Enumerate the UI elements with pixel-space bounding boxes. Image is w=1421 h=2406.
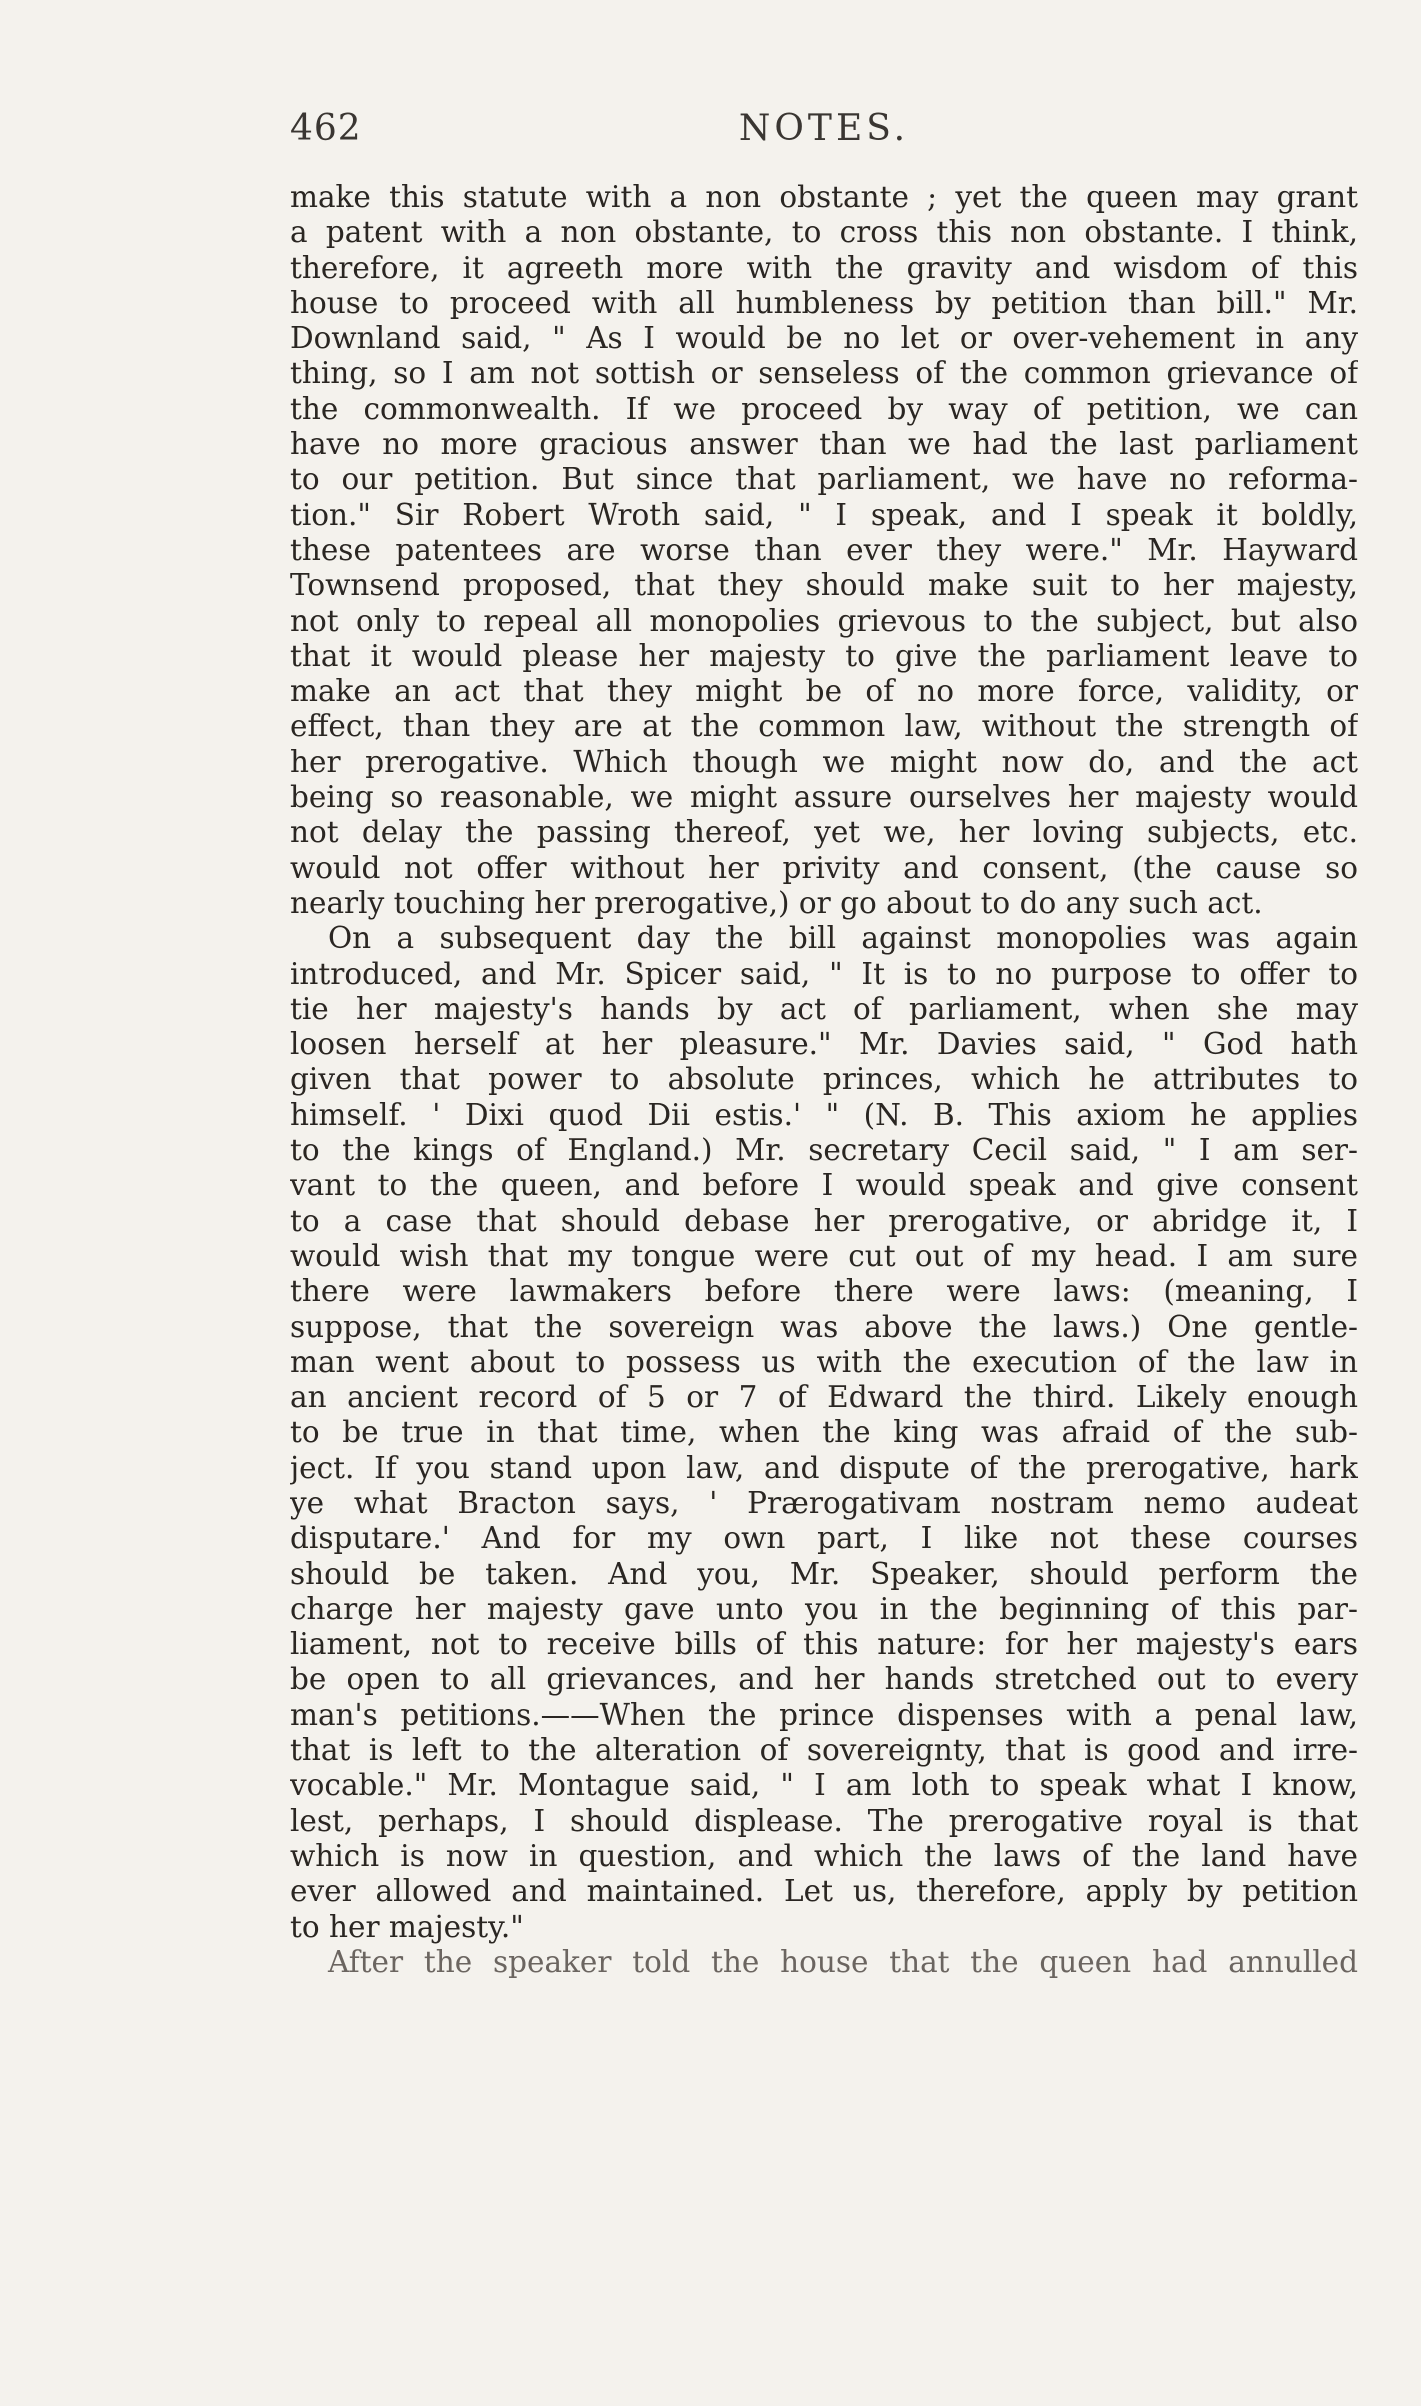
text-line: would wish that my tongue were cut out of my head. I am sure — [290, 1238, 1358, 1273]
text-line: liament, not to receive bills of this nature: for her majesty's ears — [290, 1627, 1358, 1662]
text-line: tie her majesty's hands by act of parliament, when she may — [290, 991, 1358, 1026]
text-line: which is now in question, and which the laws of the land have — [290, 1838, 1358, 1873]
text-line: Downland said, " As I would be no let or over-vehement in any — [290, 321, 1358, 356]
text-line: being so reasonable, we might assure ourselves her majesty would — [290, 780, 1358, 815]
text-line: should be taken. And you, Mr. Speaker, should perform the — [290, 1556, 1358, 1591]
text-line: lest, perhaps, I should displease. The prerogative royal is that — [290, 1803, 1358, 1838]
text-line: to our petition. But since that parliament, we have no reforma- — [290, 462, 1358, 497]
text-line: would not offer without her privity and consent, (the cause so — [290, 850, 1358, 885]
text-line: loosen herself at her pleasure." Mr. Davies said, " God hath — [290, 1027, 1358, 1062]
text-line: make this statute with a non obstante ; yet the queen may grant — [290, 180, 1358, 214]
text-line: disputare.' And for my own part, I like not these courses — [290, 1521, 1358, 1556]
text-line: given that power to absolute princes, which he attributes to — [290, 1062, 1358, 1097]
text-line: a patent with a non obstante, to cross this non obstante. I think, — [290, 215, 1358, 250]
text-line: therefore, it agreeth more with the gravity and wisdom of this — [290, 250, 1358, 285]
page-header — [290, 108, 1358, 158]
text-line: charge her majesty gave unto you in the beginning of this par- — [290, 1591, 1358, 1626]
text-line: have no more gracious answer than we had the last parliament — [290, 427, 1358, 462]
text-line: to be true in that time, when the king was afraid of the sub- — [290, 1415, 1358, 1450]
paragraph-start-line: On a subsequent day the bill against monopolies was again — [328, 921, 1358, 956]
text-line: himself. ' Dixi quod Dii estis.' " (N. B. This axiom he applies — [290, 1097, 1358, 1132]
text-line: that is left to the alteration of sovereignty, that is good and irre- — [290, 1733, 1358, 1768]
text-line: ever allowed and maintained. Let us, therefore, apply by petition — [290, 1874, 1358, 1909]
body-text — [290, 180, 1358, 1980]
text-line: vant to the queen, and before I would speak and give consent — [290, 1168, 1358, 1203]
text-line: the commonwealth. If we proceed by way of petition, we can — [290, 391, 1358, 426]
text-line: ject. If you stand upon law, and dispute of the prerogative, hark — [290, 1450, 1358, 1485]
text-line: an ancient record of 5 or 7 of Edward the third. Likely enough — [290, 1380, 1358, 1415]
text-line: these patentees are worse than ever they were." Mr. Hayward — [290, 532, 1358, 567]
text-line: make an act that they might be of no more force, validity, or — [290, 674, 1358, 709]
text-line: nearly touching her prerogative,) or go about to do any such act. — [290, 885, 1263, 920]
text-line: suppose, that the sovereign was above the laws.) One gentle- — [290, 1309, 1358, 1344]
text-line: house to proceed with all humbleness by petition than bill." Mr. — [290, 285, 1358, 320]
text-line: tion." Sir Robert Wroth said, " I speak, and I speak it boldly, — [290, 497, 1358, 532]
text-line: effect, than they are at the common law, without the strength of — [290, 709, 1358, 744]
text-line: be open to all grievances, and her hands stretched out to every — [290, 1662, 1358, 1697]
text-line: not only to repeal all monopolies grievous to the subject, but also — [290, 603, 1358, 638]
text-line: man went about to possess us with the execution of the law in — [290, 1344, 1358, 1379]
text-line: Townsend proposed, that they should make suit to her majesty, — [290, 568, 1358, 603]
running-head: NOTES. — [738, 108, 910, 149]
text-line: introduced, and Mr. Spicer said, " It is to no purpose to offer to — [290, 956, 1358, 991]
text-line: thing, so I am not sottish or senseless of the common grievance of — [290, 356, 1358, 391]
paragraph-start-line: After the speaker told the house that the queen had annulled — [328, 1944, 1358, 1979]
text-line: not delay the passing thereof, yet we, her loving subjects, etc. — [290, 815, 1358, 850]
text-line: to her majesty." — [290, 1909, 524, 1944]
page-number: 462 — [290, 108, 362, 149]
text-line: to the kings of England.) Mr. secretary Cecil said, " I am ser- — [290, 1133, 1358, 1168]
text-line: ye what Bracton says, ' Prærogativam nostram nemo audeat — [290, 1485, 1358, 1520]
text-line: that it would please her majesty to give the parliament leave to — [290, 638, 1358, 673]
text-line: her prerogative. Which though we might now do, and the act — [290, 744, 1358, 779]
text-line: there were lawmakers before there were laws: (meaning, I — [290, 1274, 1358, 1309]
text-line: vocable." Mr. Montague said, " I am loth to speak what I know, — [290, 1768, 1358, 1803]
text-line: to a case that should debase her prerogative, or abridge it, I — [290, 1203, 1358, 1238]
text-line: man's petitions.——When the prince dispenses with a penal law, — [290, 1697, 1358, 1732]
